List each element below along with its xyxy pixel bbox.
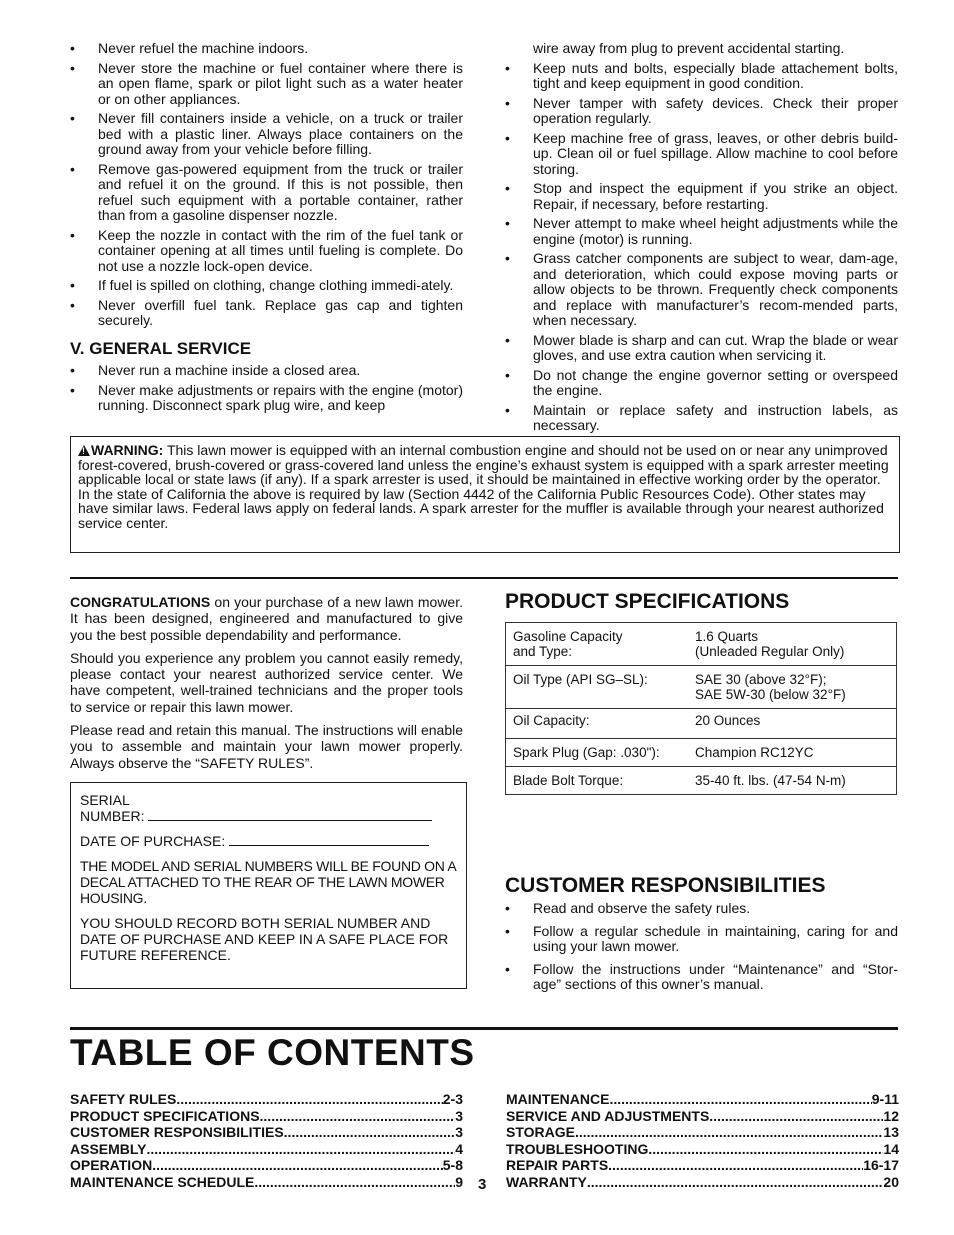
number-label: NUMBER: — [80, 808, 145, 824]
spec-label: Oil Capacity: — [506, 709, 689, 739]
toc-entry: ASSEMBLY ..... 4 — [70, 1141, 463, 1158]
bullet-item: • Follow a regular schedule in maintaining, caring for and using your lawn mower. — [505, 924, 898, 955]
congrats-text: on your purchase of a new lawn mower. It has been designed, engineered and manufactured to give you the best possible dependability and performance. — [70, 594, 463, 643]
toc-entry: SAFETY RULES ..... 2-3 — [70, 1091, 463, 1108]
congrats-section — [70, 594, 463, 771]
right-top-column — [505, 41, 898, 438]
table-row — [506, 767, 897, 795]
toc-entry: MAINTENANCE SCHEDULE ..... 9 — [70, 1174, 463, 1191]
bullet-item: • Never make adjustments or repairs with the engine (motor) running. Disconnect spark plug wire, and keep — [70, 383, 463, 414]
page-number: 3 — [478, 1176, 487, 1193]
date-blank — [229, 833, 429, 846]
bullet-item: • Read and observe the safety rules. — [505, 901, 898, 917]
congrats-paragraph-1 — [70, 594, 463, 643]
toc-entry: OPERATION ..... 5-8 — [70, 1157, 463, 1174]
toc-entry: MAINTENANCE ..... 9-11 — [506, 1091, 899, 1108]
spec-label: Spark Plug (Gap: .030"): — [506, 739, 689, 767]
toc-entry: STORAGE ..... 13 — [506, 1124, 899, 1141]
spec-value: 35-40 ft. lbs. (47-54 N-m) — [688, 767, 897, 795]
bullet-item: • Never overfill fuel tank. Replace gas cap and tighten securely. — [70, 298, 463, 329]
serial-number-row — [80, 792, 458, 824]
spec-value: Champion RC12YC — [688, 739, 897, 767]
date-label: DATE OF PURCHASE: — [80, 833, 226, 849]
spec-value: SAE 30 (above 32°F); SAE 5W-30 (below 32°F) — [688, 666, 897, 709]
customer-resp-title: CUSTOMER RESPONSIBILITIES — [505, 874, 826, 897]
product-specs-table — [505, 622, 897, 795]
toc-entry: WARRANTY ..... 20 — [506, 1174, 899, 1191]
table-row — [506, 739, 897, 767]
bullet-item: • Never tamper with safety devices. Check their proper operation regularly. — [505, 96, 898, 127]
congrats-lead: CONGRATULATIONS — [70, 594, 211, 610]
toc-title: TABLE OF CONTENTS — [70, 1032, 475, 1073]
toc-left-column — [70, 1091, 463, 1191]
toc-entry: TROUBLESHOOTING ..... 14 — [506, 1141, 899, 1158]
product-specs-title: PRODUCT SPECIFICATIONS — [505, 590, 790, 613]
continuation-text: wire away from plug to prevent accidental starting. — [533, 40, 845, 56]
left-top-column — [70, 41, 463, 418]
table-row — [506, 623, 897, 666]
spec-label: Blade Bolt Torque: — [506, 767, 689, 795]
congrats-paragraph-2: Should you experience any problem you cannot easily remedy, please contact your nearest authorized service center. We have competent, well-trained technicians and the proper tools to service or repair this lawn mower. — [70, 649, 463, 715]
date-of-purchase-row — [80, 833, 458, 849]
bullet-item: • Maintain or replace safety and instruction labels, as necessary. — [505, 403, 898, 434]
bullet-item: • If fuel is spilled on clothing, change clothing immedi-ately. — [70, 278, 463, 294]
toc-entry: CUSTOMER RESPONSIBILITIES ..... 3 — [70, 1124, 463, 1141]
warning-text: This lawn mower is equipped with an internal combustion engine and should not be used on or near any unimproved forest-covered, brush-covered or grass-covered land unless the engine’s exhaust system is equipped with a spark arrester meeting applicable local or state laws (if any). If a spark arrester is used, it should be maintained in effective working order by the operator. — [78, 442, 889, 488]
toc-entry: PRODUCT SPECIFICATIONS ..... 3 — [70, 1108, 463, 1125]
bullet-item: • Stop and inspect the equipment if you strike an object. Repair, if necessary, before restarting. — [505, 181, 898, 212]
bullet-item: • Remove gas-powered equipment from the truck or trailer and refuel it on the ground. If this is not possible, then refuel such equipment with a portable container, rather than from a gasoline dispenser nozzle. — [70, 162, 463, 224]
serial-note-2: YOU SHOULD RECORD BOTH SERIAL NUMBER AND DATE OF PURCHASE AND KEEP IN A SAFE PLACE FOR FUTURE REFERENCE. — [80, 915, 449, 963]
table-row — [506, 709, 897, 739]
table-row — [506, 666, 897, 709]
bullet-item: • Grass catcher components are subject to wear, dam-age, and deterioration, which could expose moving parts or allow objects to be thrown. Frequently check components and replace with manufacturer’s recom-mended parts, when necessary. — [505, 251, 898, 329]
bullet-item: • Never refuel the machine indoors. — [70, 41, 463, 57]
warning-paragraph — [78, 443, 893, 487]
general-service-title: V. GENERAL SERVICE — [70, 338, 252, 358]
spec-value: 20 Ounces — [688, 709, 897, 739]
bullet-item: • Keep nuts and bolts, especially blade attachement bolts, tight and keep equipment in good condition. — [505, 61, 898, 92]
divider-rule-thick — [70, 1027, 898, 1030]
congrats-paragraph-3: Please read and retain this manual. The instructions will enable you to assemble and maintain your lawn mower properly. Always observe the “SAFETY RULES”. — [70, 722, 463, 771]
warning-triangle-icon — [78, 445, 90, 456]
spec-value: 1.6 Quarts (Unleaded Regular Only) — [688, 623, 897, 666]
divider-rule — [70, 577, 898, 579]
bullet-item: • Follow the instructions under “Maintenance” and “Stor-age” sections of this owner’s manual. — [505, 962, 898, 993]
warning-paragraph-2: In the state of California the above is required by law (Section 4442 of the California Public Resources Code). Other states may have similar laws. Federal laws apply on federal lands. A spark arrester for the muffler is available through your nearest authorized service center. — [78, 485, 884, 531]
toc-entry: SERVICE AND ADJUSTMENTS ..... 12 — [506, 1108, 899, 1125]
serial-number-blank — [148, 808, 432, 821]
serial-number-box — [70, 782, 467, 989]
toc-entry: REPAIR PARTS ..... 16-17 — [506, 1157, 899, 1174]
spec-label: Gasoline Capacity and Type: — [506, 623, 689, 666]
warning-box — [70, 436, 900, 553]
serial-label: SERIAL — [80, 792, 130, 808]
bullet-item: • Do not change the engine governor setting or overspeed the engine. — [505, 368, 898, 399]
serial-note-1: THE MODEL AND SERIAL NUMBERS WILL BE FOUND ON A DECAL ATTACHED TO THE REAR OF THE LAWN MOWER HOUSING. — [80, 858, 456, 906]
bullet-item: • Never store the machine or fuel container where there is an open flame, spark or pilot light such as a water heater or on other appliances. — [70, 61, 463, 108]
customer-resp-list — [505, 901, 898, 997]
bullet-item: • Keep machine free of grass, leaves, or other debris build-up. Clean oil or fuel spillage. Allow machine to cool before storing. — [505, 131, 898, 178]
bullet-item: • Keep the nozzle in contact with the rim of the fuel tank or container opening at all times until fueling is complete. Do not use a nozzle lock-open device. — [70, 228, 463, 275]
warning-label: WARNING: — [91, 442, 164, 458]
bullet-item: • Never fill containers inside a vehicle, on a truck or trailer bed with a plastic liner. Always place containers on the ground away from your vehicle before filling. — [70, 111, 463, 158]
spec-label: Oil Type (API SG–SL): — [506, 666, 689, 709]
bullet-item: • Never attempt to make wheel height adjustments while the engine (motor) is running. — [505, 216, 898, 247]
toc-right-column — [506, 1091, 899, 1191]
bullet-item: • Never run a machine inside a closed area. — [70, 363, 463, 379]
bullet-item: • Mower blade is sharp and can cut. Wrap the blade or wear gloves, and use extra caution when servicing it. — [505, 333, 898, 364]
